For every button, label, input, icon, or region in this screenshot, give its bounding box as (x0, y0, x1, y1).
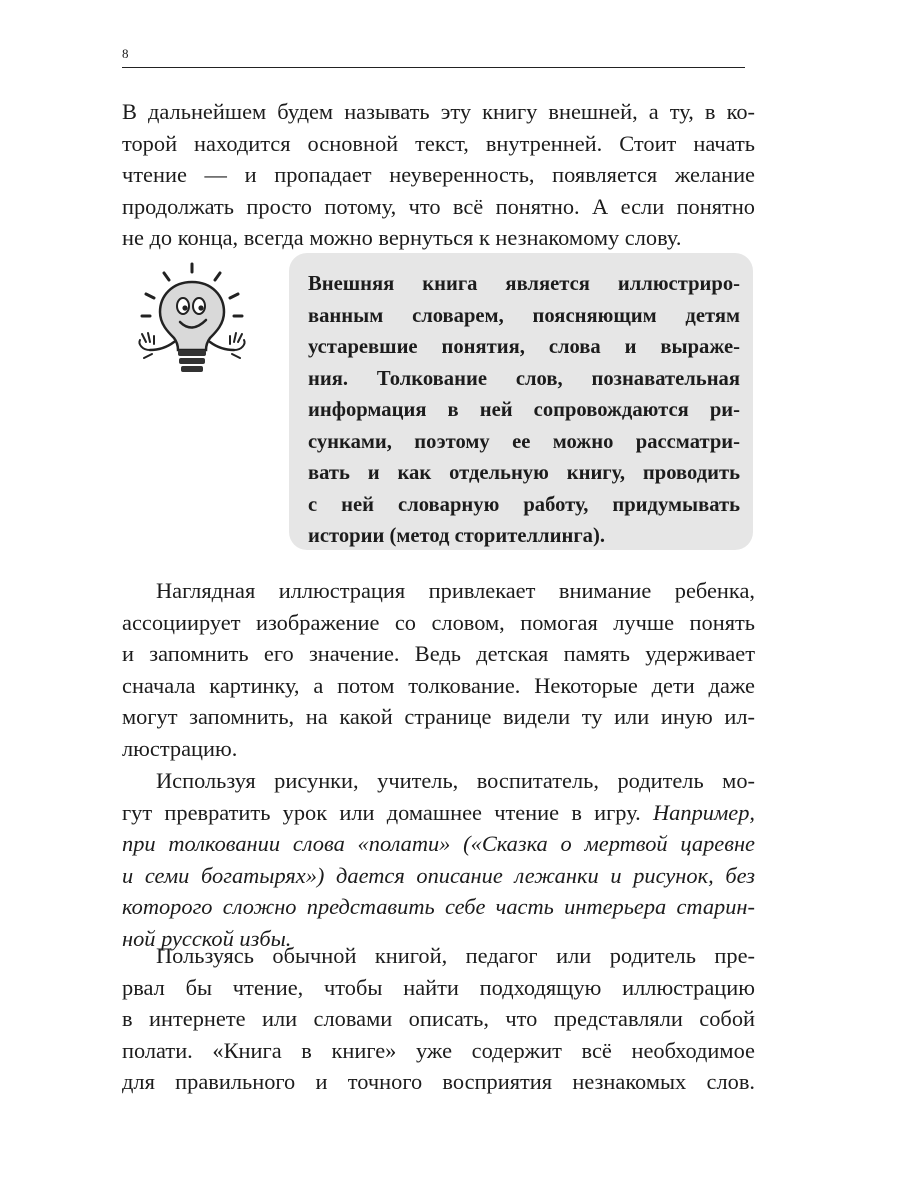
intro-line: торой находится основной текст, внутренней. Стоит начать (122, 130, 755, 156)
callout-line: вать и как отдельную книгу, проводить (308, 462, 740, 484)
body-line: и запомнить его значение. Ведь детская память удерживает (122, 641, 755, 667)
intro-line: не до конца, всегда можно вернуться к незнакомому слову. (122, 225, 682, 251)
italic-line: и семи богатырях») дается описание лежанки и рисунок, без (122, 862, 755, 888)
callout-line: ванным словарем, поясняющим детям (308, 304, 740, 327)
callout-line: с ней словарную работу, придумывать (308, 493, 740, 516)
callout-line: сунками, поэтому ее можно рассматри- (308, 430, 740, 453)
callout-line: Внешняя книга является иллюстриро- (308, 273, 740, 295)
italic-line: при толковании слова «полати» («Сказка о мертвой царевне (122, 831, 755, 857)
body-line: сначала картинку, а потом толкование. Некоторые дети даже (122, 672, 755, 698)
body-line: Используя рисунки, учитель, воспитатель, родитель мо- (156, 768, 755, 793)
lightbulb-mascot-icon (132, 262, 252, 382)
intro-line: чтение — и пропадает неуверенность, появляется желание (122, 162, 755, 188)
intro-paragraph (122, 96, 755, 254)
body-line: люстрацию. (122, 735, 238, 761)
callout-line: информация в ней сопровождаются ри- (308, 399, 740, 421)
body-paragraph-1 (122, 575, 755, 765)
body-line: рвал бы чтение, чтобы найти подходящую иллюстрацию (122, 974, 755, 1000)
body-text: гут превратить урок или домашнее чтение в игру. (122, 799, 654, 825)
body-line: Пользуясь обычной книгой, педагог или родитель пре- (156, 943, 755, 968)
body-line (122, 797, 755, 829)
body-line: в интернете или словами описать, что представляли собой (122, 1006, 755, 1032)
italic-line: которого сложно представить себе часть интерьера старин- (122, 894, 755, 920)
italic-text: Например, (653, 799, 755, 825)
body-paragraph-3 (122, 940, 755, 1098)
header-rule (122, 67, 745, 68)
intro-line: В дальнейшем будем называть эту книгу внешней, а ту, в ко- (122, 99, 755, 124)
callout-line: истории (метод сторителлинга). (308, 525, 605, 547)
body-line: могут запомнить, на какой странице видели ту или иную ил- (122, 704, 755, 730)
body-line: полати. «Книга в книге» уже содержит всё необходимое (122, 1037, 755, 1063)
callout-line: ния. Толкование слов, познавательная (308, 367, 740, 390)
body-line: для правильного и точного восприятия незнакомых слов. (122, 1069, 755, 1095)
body-line: ассоциирует изображение со словом, помогая лучше понять (122, 609, 755, 635)
page-number: 8 (122, 46, 129, 61)
callout-line: устаревшие понятия, слова и выраже- (308, 336, 740, 358)
callout-text (308, 269, 740, 553)
intro-line: продолжать просто потому, что всё понятно. А если понятно (122, 193, 755, 219)
body-line: Наглядная иллюстрация привлекает внимание ребенка, (156, 578, 755, 603)
italic-line: ной русской избы. (122, 925, 292, 951)
body-paragraph-2 (122, 765, 755, 955)
